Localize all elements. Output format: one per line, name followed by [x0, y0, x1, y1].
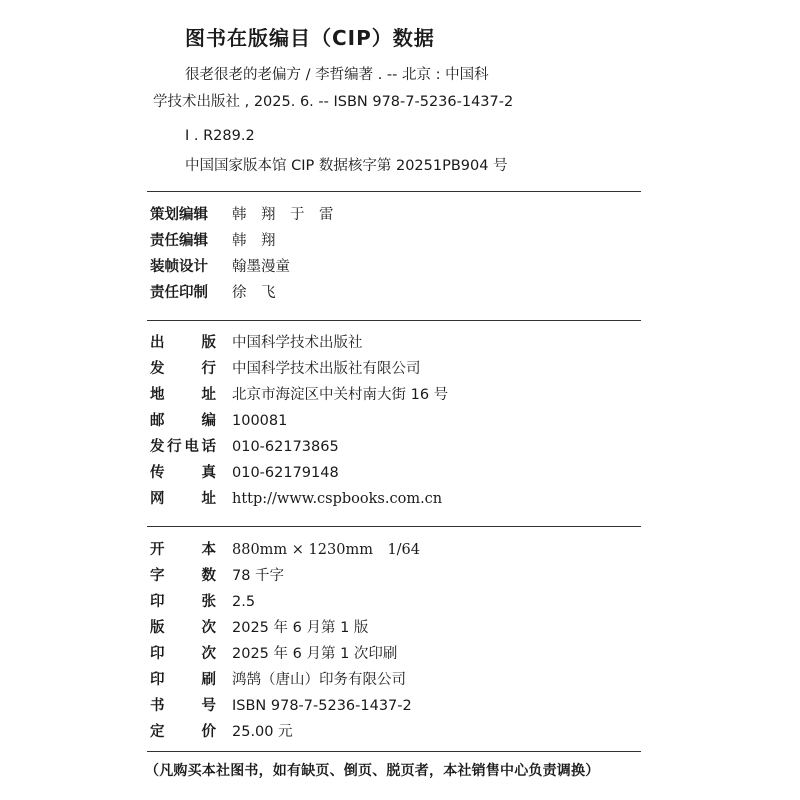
row-label: 印次 [150, 646, 216, 662]
cip-line-3: Ⅰ . R289.2 [185, 128, 255, 144]
row-value: 880mm × 1230mm 1/64 [232, 542, 421, 558]
row-label: 书号 [150, 698, 216, 714]
divider [147, 320, 641, 321]
row-label: 责任印制 [150, 285, 208, 301]
row-value: 010-62173865 [232, 439, 339, 455]
row-label: 发行 [150, 361, 216, 377]
row-value: 韩 翔 于 雷 [232, 207, 334, 223]
row-value: 鸿鹄（唐山）印务有限公司 [232, 672, 406, 688]
footer-note: （凡购买本社图书，如有缺页、倒页、脱页者，本社销售中心负责调换） [145, 763, 600, 779]
website-link[interactable]: http://www.cspbooks.com.cn [232, 491, 443, 507]
row-label: 地址 [150, 387, 216, 403]
divider [147, 191, 641, 192]
row-value: 010-62179148 [232, 465, 339, 481]
row-label: 装帧设计 [150, 259, 208, 275]
cip-line-4: 中国国家版本馆 CIP 数据核字第 20251PB904 号 [185, 158, 508, 174]
row-value: 翰墨漫童 [232, 259, 290, 275]
divider [147, 751, 641, 752]
row-label: 传真 [150, 465, 216, 481]
row-value: 北京市海淀区中关村南大街 16 号 [232, 387, 449, 403]
row-value: 韩 翔 [232, 233, 276, 249]
row-value: 25.00 元 [232, 724, 293, 740]
row-value: 2025 年 6 月第 1 版 [232, 620, 369, 636]
row-label: 发行电话 [150, 439, 216, 455]
row-label: 定价 [150, 724, 216, 740]
row-value: 中国科学技术出版社 [232, 335, 363, 351]
row-label: 印刷 [150, 672, 216, 688]
row-value: 2.5 [232, 594, 256, 610]
row-label: 策划编辑 [150, 207, 208, 223]
row-label: 开本 [150, 542, 216, 558]
row-label: 出版 [150, 335, 216, 351]
row-label: 版次 [150, 620, 216, 636]
row-value: 2025 年 6 月第 1 次印刷 [232, 646, 398, 662]
row-value: 中国科学技术出版社有限公司 [232, 361, 421, 377]
row-label: 责任编辑 [150, 233, 208, 249]
row-label: 字数 [150, 568, 216, 584]
cip-line-2: 学技术出版社 , 2025. 6. -- ISBN 978-7-5236-1437-2 [153, 94, 514, 110]
row-value: 徐 飞 [232, 285, 276, 301]
row-value: ISBN 978-7-5236-1437-2 [232, 698, 412, 714]
row-value: 100081 [232, 413, 288, 429]
row-label: 网址 [150, 491, 216, 507]
row-label: 印张 [150, 594, 216, 610]
cip-line-1: 很老很老的老偏方 / 李哲编著 . -- 北京 : 中国科 [185, 67, 489, 83]
row-value: 78 千字 [232, 568, 285, 584]
cip-title: 图书在版编目（CIP）数据 [185, 26, 435, 50]
divider [147, 526, 641, 527]
row-label: 邮编 [150, 413, 216, 429]
